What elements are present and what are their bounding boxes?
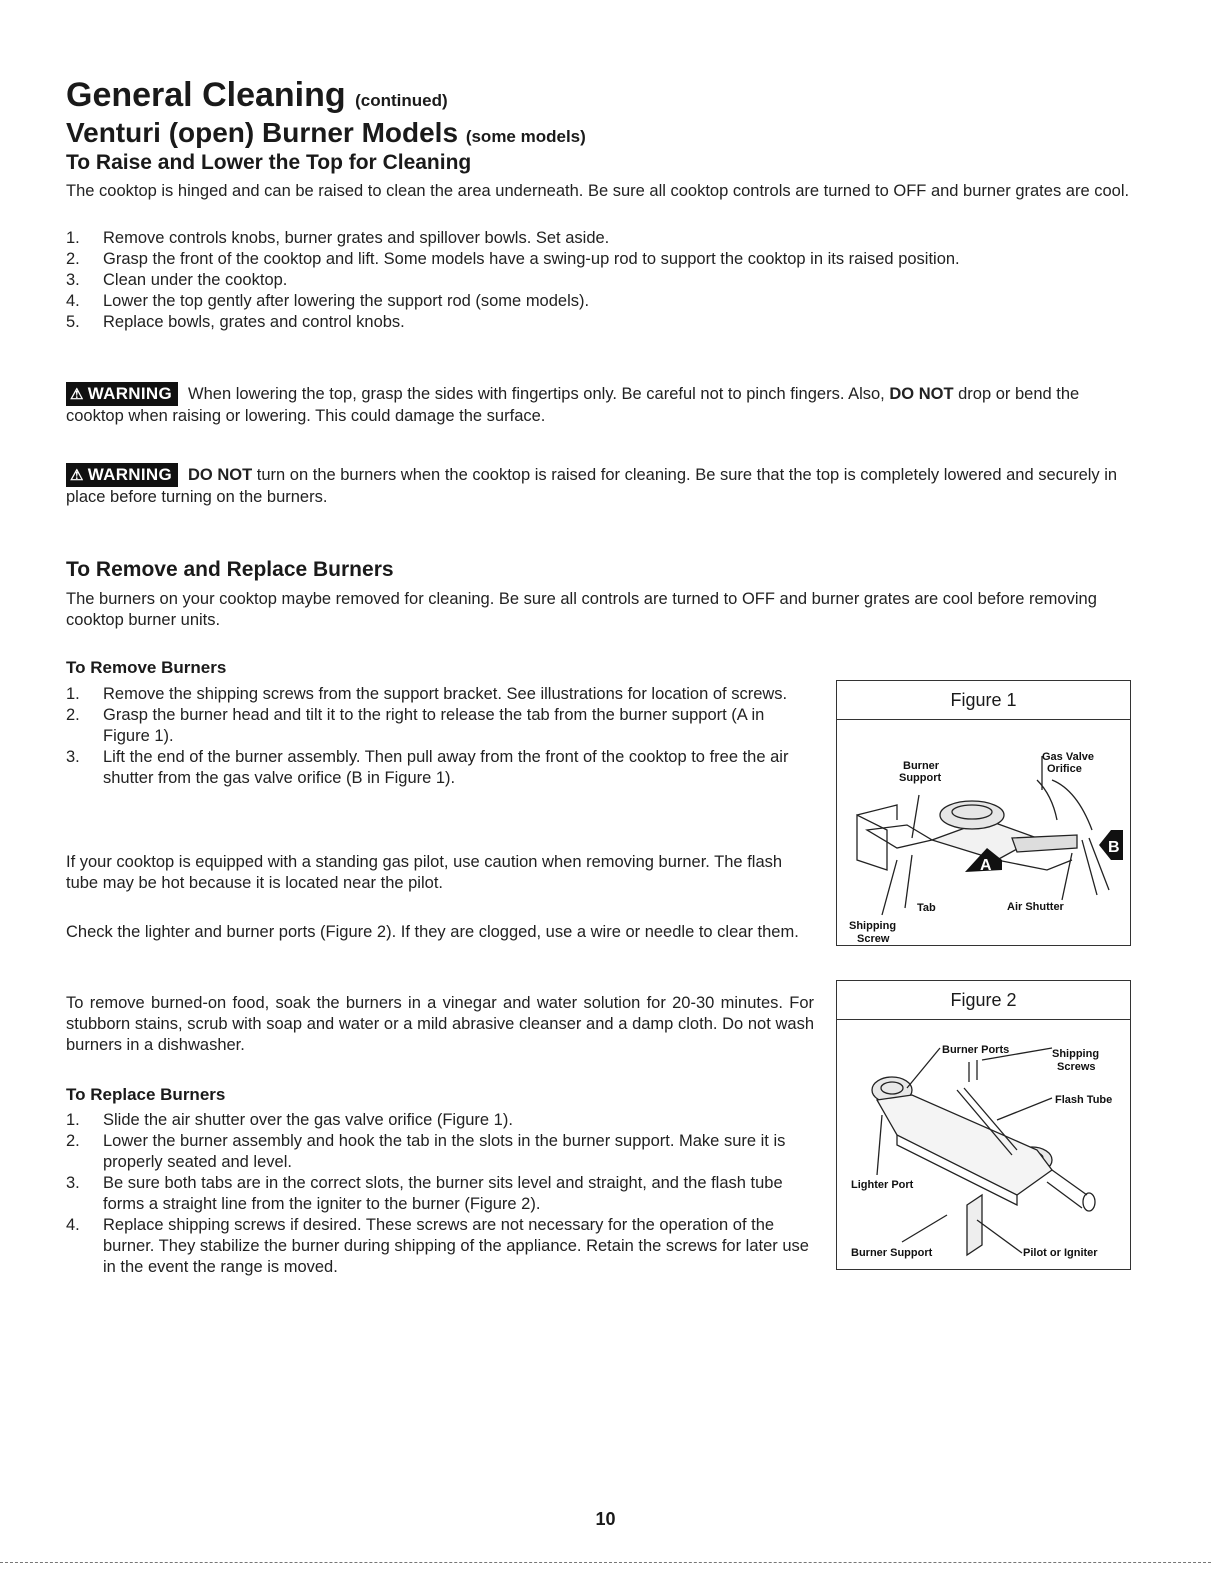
list-item: 4. Replace shipping screws if desired. These screws are not necessary for the operation of the burner. They stabilize the burner during shipping of the appliance. Retain the screws for later use in the event the range is moved. — [66, 1216, 809, 1276]
label-shipping: Shipping — [1052, 1048, 1100, 1060]
figure-2-caption: Figure 2 — [837, 981, 1130, 1020]
page-number: 10 — [595, 1509, 616, 1529]
warning-triangle-icon: ⚠ — [70, 386, 84, 403]
remove-replace-heading: To Remove and Replace Burners — [66, 558, 394, 581]
marker-a: A — [980, 857, 992, 874]
remove-replace-intro: The burners on your cooktop maybe removed for cleaning. Be sure all controls are turned to OFF and burner grates are cool before removing cooktop burner units. — [66, 590, 1097, 629]
label-gas-valve: Gas Valve — [1042, 751, 1094, 763]
replace-burners-heading: To Replace Burners — [66, 1085, 226, 1104]
list-item: 3. Lift the end of the burner assembly. Then pull away from the front of the cooktop to free the air shutter from the gas valve orifice (B in Figure 1). — [66, 748, 789, 787]
list-item: 1. Slide the air shutter over the gas valve orifice (Figure 1). — [66, 1111, 513, 1129]
list-item: 2. Grasp the burner head and tilt it to the right to release the tab from the burner support (A in Figure 1). — [66, 706, 765, 745]
title-suffix: (continued) — [355, 91, 448, 110]
list-item: 5. Replace bowls, grates and control knobs. — [66, 313, 405, 331]
page-subtitle — [66, 117, 586, 149]
raise-lower-intro: The cooktop is hinged and can be raised to clean the area underneath. Be sure all cooktop controls are turned to OFF and burner grates are cool. — [66, 182, 1130, 200]
label-tab: Tab — [917, 902, 936, 914]
list-item: 4. Lower the top gently after lowering the support rod (some models). — [66, 292, 590, 310]
raise-lower-steps — [66, 228, 1136, 333]
soak-paragraph: To remove burned-on food, soak the burners in a vinegar and water solution for 20-30 minutes. For stubborn stains, scrub with soap and water or a mild abrasive cleanser and a damp cloth. Do not wash burners in a dishwasher. — [66, 994, 814, 1054]
figure-1-caption: Figure 1 — [837, 681, 1130, 720]
label-screw: Screw — [857, 933, 890, 945]
subtitle-text: Venturi (open) Burner Models — [66, 117, 459, 148]
remove-steps — [66, 684, 814, 789]
figure-2-illustration — [837, 1020, 1130, 1269]
label-orifice: Orifice — [1047, 763, 1082, 775]
bottom-divider — [0, 1562, 1211, 1563]
burner-support-shape — [857, 815, 887, 870]
list-item: 3. Be sure both tabs are in the correct slots, the burner sits level and straight, and the flash tube forms a straight line from the igniter to the burner (Figure 2). — [66, 1174, 783, 1213]
raise-lower-heading: To Raise and Lower the Top for Cleaning — [66, 151, 472, 174]
list-item: 2. Lower the burner assembly and hook the tab in the slots in the burner support. Make sure it is properly seated and level. — [66, 1132, 786, 1171]
figure-1 — [836, 680, 1131, 946]
warning-1: ⚠ WARNING When lowering the top, grasp the sides with fingertips only. Be careful not to pinch fingers. Also, DO NOT drop or bend the cooktop when raising or lowering. This could damage the surface. — [66, 384, 1080, 425]
label-air-shutter: Air Shutter — [1007, 901, 1064, 913]
burner-support-bracket — [967, 1195, 982, 1255]
label-burner-support: Burner Support — [851, 1247, 933, 1259]
label-flash-tube: Flash Tube — [1055, 1094, 1113, 1106]
label-lighter-port: Lighter Port — [851, 1179, 914, 1191]
label-shipping: Shipping — [849, 920, 897, 932]
air-shutter-shape — [1012, 835, 1077, 852]
label-screws: Screws — [1057, 1061, 1096, 1073]
label-burner: Burner — [903, 760, 940, 772]
remove-burners-heading: To Remove Burners — [66, 658, 227, 677]
subtitle-suffix: (some models) — [465, 127, 586, 146]
label-support: Support — [899, 772, 942, 784]
list-item: 2. Grasp the front of the cooktop and lift. Some models have a swing-up rod to support the cooktop in its raised position. — [66, 250, 960, 268]
label-pilot-igniter: Pilot or Igniter — [1023, 1247, 1098, 1259]
title-text: General Cleaning — [66, 76, 346, 114]
pilot-paragraph: If your cooktop is equipped with a standing gas pilot, use caution when removing burner. The flash tube may be hot because it is located near the pilot. — [66, 853, 783, 892]
label-burner-ports: Burner Ports — [942, 1044, 1010, 1056]
check-paragraph: Check the lighter and burner ports (Figure 2). If they are clogged, use a wire or needle to clear them. — [66, 923, 799, 941]
warning-badge: ⚠ WARNING — [66, 463, 178, 487]
page-title — [66, 76, 448, 115]
warning-badge: ⚠ WARNING — [66, 382, 178, 406]
warning-triangle-icon: ⚠ — [70, 467, 84, 484]
list-item: 3. Clean under the cooktop. — [66, 271, 288, 289]
marker-b: B — [1108, 839, 1120, 856]
list-item: 1. Remove controls knobs, burner grates and spillover bowls. Set aside. — [66, 229, 610, 247]
list-item: 1. Remove the shipping screws from the support bracket. See illustrations for location of screws. — [66, 685, 788, 703]
figure-2 — [836, 980, 1131, 1270]
figure-1-illustration — [837, 720, 1130, 945]
replace-steps — [66, 1110, 814, 1278]
warning-2: ⚠ WARNING DO NOT turn on the burners when the cooktop is raised for cleaning. Be sure that the top is completely lowered and securely in place before turning on the burners. — [66, 465, 1118, 506]
